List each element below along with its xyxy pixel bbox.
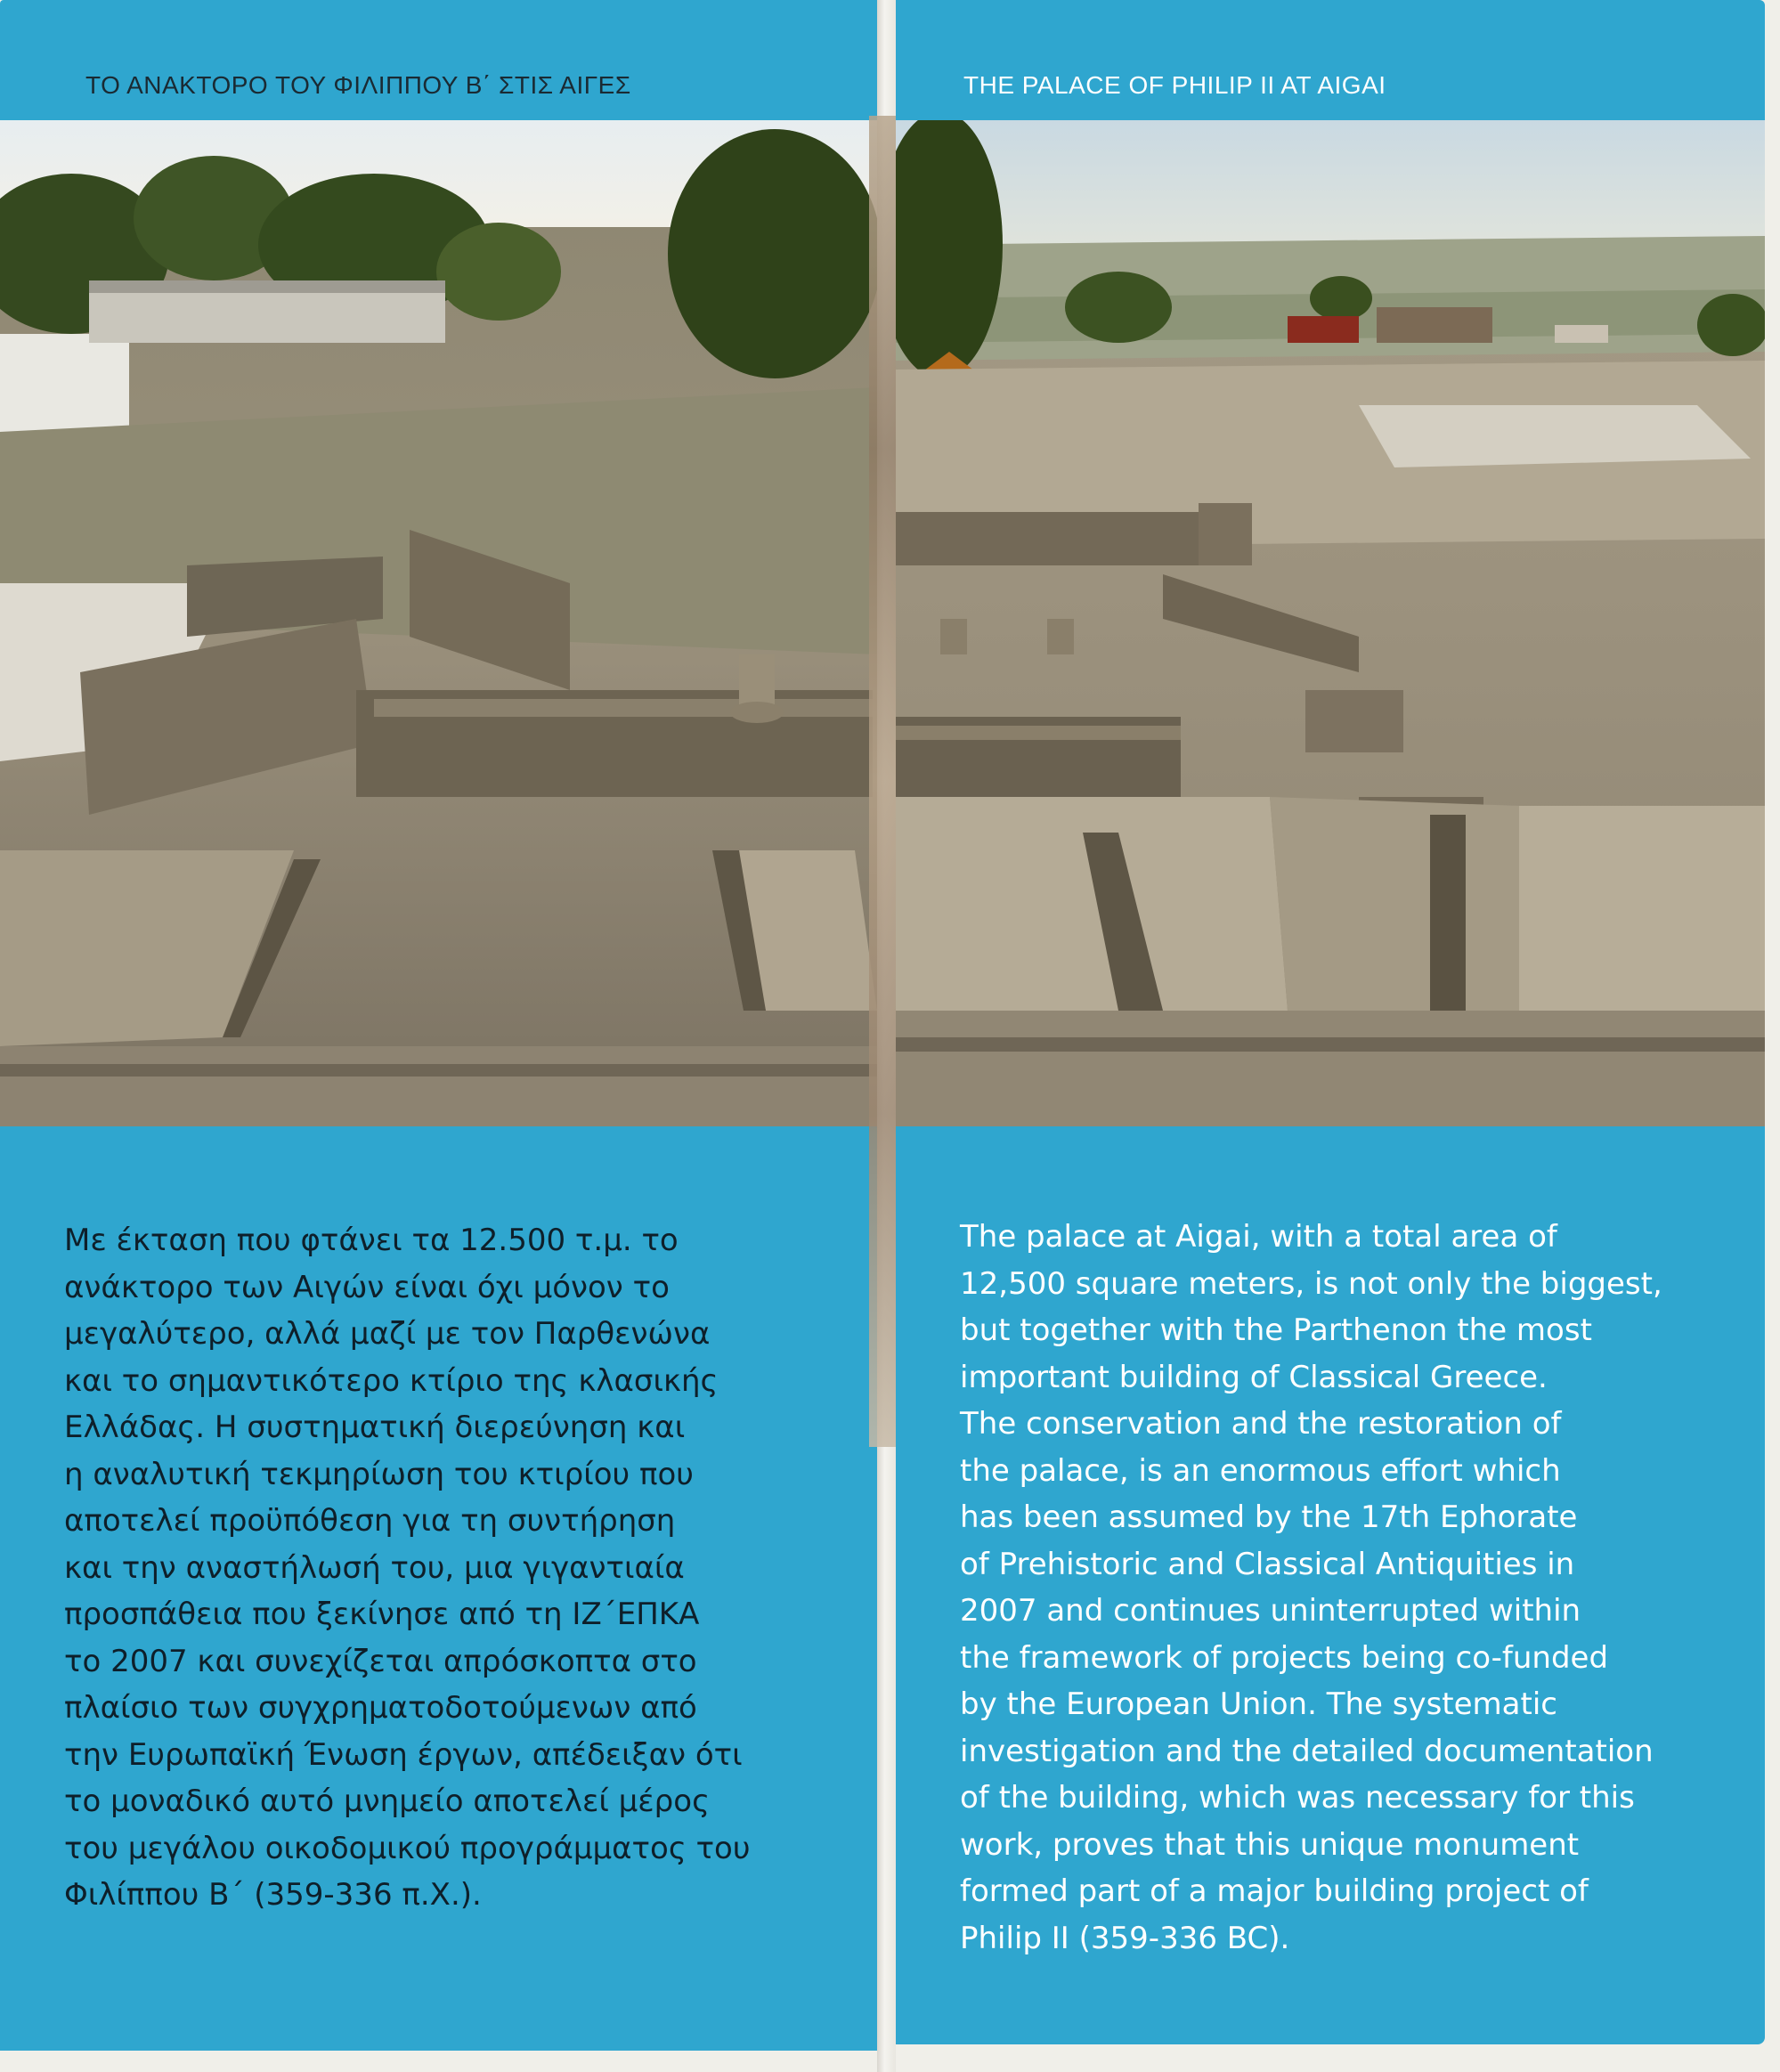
greek-header-title: ΤΟ ΑΝΑΚΤΟΡΟ ΤΟΥ ΦΙΛΙΠΠΟΥ Β΄ ΣΤΙΣ ΑΙΓΕΣ <box>85 71 631 99</box>
english-line-7: has been assumed by the 17th Ephorate <box>960 1499 1578 1535</box>
english-panel <box>896 0 1765 2044</box>
greek-line-15: Φιλίππου Β΄ (359-336 π.Χ.). <box>64 1877 482 1913</box>
english-line-11: by the European Union. The systematic <box>960 1686 1557 1722</box>
greek-line-9: προσπάθεια που ξεκίνησε από τη ΙΖ΄ΕΠΚΑ <box>64 1597 700 1632</box>
excavation-photo-left <box>0 120 877 1126</box>
english-header-bar <box>896 0 1765 120</box>
greek-body-text <box>64 1217 751 1919</box>
english-header-title: THE PALACE OF PHILIP II AT AIGAI <box>963 71 1386 99</box>
greek-line-7: αποτελεί προϋπόθεση για τη συντήρηση <box>64 1503 676 1539</box>
english-line-10: the framework of projects being co-funded <box>960 1639 1609 1676</box>
greek-line-14: του μεγάλου οικοδομικού προγράμματος του <box>64 1830 751 1866</box>
english-line-2: 12,500 square meters, is not only the biggest, <box>960 1265 1662 1302</box>
greek-line-2: ανάκτορο των Αιγών είναι όχι μόνον το <box>64 1269 670 1305</box>
english-line-12: investigation and the detailed documentation <box>960 1733 1654 1769</box>
greek-line-3: μεγαλύτερο, αλλά μαζί με τον Παρθενώνα <box>64 1316 711 1352</box>
greek-line-6: η αναλυτική τεκμηρίωση του κτιρίου που <box>64 1456 694 1492</box>
greek-line-12: την Ευρωπαϊκή Ένωση έργων, απέδειξαν ότι <box>64 1736 743 1773</box>
english-body-text <box>960 1214 1662 1962</box>
english-line-16: Philip II (359-336 BC). <box>960 1920 1290 1956</box>
greek-panel <box>0 0 877 2051</box>
greek-line-5: Ελλάδας. Η συστηματική διερεύνηση και <box>64 1410 686 1445</box>
english-line-15: formed part of a major building project of <box>960 1873 1589 1909</box>
english-line-8: of Prehistoric and Classical Antiquities in <box>960 1546 1575 1582</box>
greek-header-bar <box>0 0 877 120</box>
english-line-14: work, proves that this unique monument <box>960 1826 1580 1863</box>
greek-line-4: και το σημαντικότερο κτίριο της κλασικής <box>64 1362 719 1399</box>
greek-line-13: το μοναδικό αυτό μνημείο αποτελεί μέρος <box>64 1784 711 1819</box>
english-line-4: important building of Classical Greece. <box>960 1359 1548 1395</box>
english-line-5: The conservation and the restoration of <box>960 1406 1562 1442</box>
greek-line-8: και την αναστήλωσή του, μια γιγαντιαία <box>64 1549 685 1586</box>
english-line-9: 2007 and continues uninterrupted within <box>960 1593 1581 1629</box>
english-line-6: the palace, is an enormous effort which <box>960 1452 1561 1489</box>
greek-line-11: πλαίσιο των συγχρηματοδοτούμενων από <box>64 1690 697 1726</box>
excavation-photo-right <box>896 120 1765 1126</box>
english-line-1: The palace at Aigai, with a total area of <box>960 1219 1557 1255</box>
english-line-13: of the building, which was necessary for this <box>960 1780 1635 1816</box>
greek-line-10: το 2007 και συνεχίζεται απρόσκοπτα στο <box>64 1643 697 1679</box>
english-line-3: but together with the Parthenon the most <box>960 1312 1592 1348</box>
greek-line-1: Με έκταση που φτάνει τα 12.500 τ.μ. το <box>64 1223 679 1258</box>
fold-photo-edge <box>869 116 896 1447</box>
